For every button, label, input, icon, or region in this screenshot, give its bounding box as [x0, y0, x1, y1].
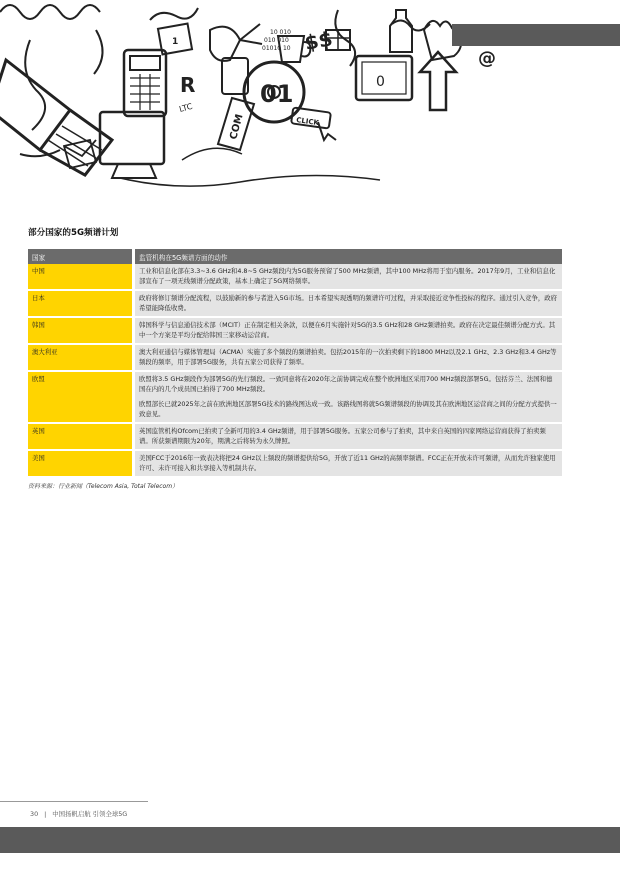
click-text: CLICK — [295, 116, 320, 128]
table-row — [28, 372, 562, 424]
table-row — [28, 424, 562, 451]
table-row — [28, 318, 562, 345]
action-text: 欧盟部长已就2025年之前在欧洲地区部署5G技术的路线图达成一致。该路线图将就5G频谱频段的协调及其在欧洲地区运营商之间的分配方式提供一致意见。 — [139, 400, 557, 418]
action-text: 美国FCC于2016年一致表决将把24 GHz以上频段的频谱提供给5G，开放了近11 GHz的高频率频谱。FCC正在开放未许可频谱，从而允许独家使用许可、未许可接入和共享接入等机制共存。 — [139, 454, 556, 472]
country-cell: 韩国 — [28, 318, 135, 345]
letter-r: R — [180, 73, 196, 97]
actions-cell — [135, 264, 562, 291]
column-header-actions: 监管机构在5G频谱方面的动作 — [135, 249, 562, 264]
table-row — [28, 345, 562, 372]
footer-divider — [0, 801, 148, 802]
page-number: 30 — [30, 810, 39, 818]
actions-cell — [135, 318, 562, 345]
actions-cell — [135, 451, 562, 478]
action-text: 英国监管机构Ofcom已拍卖了全新可用的3.4 GHz频谱，用于部署5G服务。五家公司参与了拍卖，其中来自英国的四家网络运营商获得了拍卖频谱。所获频谱期限为20年，期满之后将转为永久牌照。 — [139, 427, 546, 445]
table-row — [28, 291, 562, 318]
action-text: 欧盟将3.5 GHz频段作为部署5G的先行频段。一致同意将在2020年之前协调完成在整个欧洲地区采用700 MHz频段部署5G。包括芬兰、法国和德国在内的几个成员国已拍得了700 MHz频段。 — [139, 375, 553, 393]
footer-separator: | — [44, 810, 47, 818]
zero-text: 0 — [376, 74, 385, 90]
binary-text-2: 010 010 — [264, 37, 289, 44]
country-cell: 美国 — [28, 451, 135, 478]
ltc-text: LTC — [178, 101, 194, 114]
page-footer — [30, 809, 127, 818]
zero-one-text: 01 — [260, 80, 294, 108]
table-header-row — [28, 249, 562, 264]
sticky-number: 1 — [172, 37, 179, 47]
binary-text-1: 10 010 — [270, 29, 291, 36]
action-text: 工业和信息化部在3.3~3.6 GHz和4.8~5 GHz频段内为5G服务预留了500 MHz频谱，其中100 MHz将用于室内服务。2017年9月，工业和信息化部宣布了一项无线频谱分配政策，基本上确定了5G网络频率。 — [139, 267, 556, 285]
at-symbol: @ — [478, 48, 496, 69]
com-text: COM — [228, 113, 246, 141]
action-text: 韩国科学与信息通信技术部（MCIT）正在制定相关条款，以便在6月实施针对5G的3.5 GHz和28 GHz频谱拍卖。政府在决定最佳频谱分配方式。其中一个方案是平均分配给韩国三家移动运营商。 — [139, 321, 556, 339]
actions-cell — [135, 291, 562, 318]
dollar-text: $$ — [302, 26, 335, 55]
action-text: 澳大利亚通信与媒体管理局（ACMA）实施了多个频段的频谱拍卖。包括2015年的一次拍卖剩下的1800 MHz以及2.1 GHz、2.3 GHz和3.4 GHz等频段的频率，用于部署5G服务，共有五家公司获得了频率。 — [139, 348, 557, 366]
footer-title: 中国扬帆启航 引领全球5G — [52, 810, 128, 818]
actions-cell — [135, 345, 562, 372]
source-note: 资料来源：行业新闻（Telecom Asia, Total Telecom） — [28, 483, 179, 490]
footer-bar — [0, 827, 620, 853]
country-cell: 中国 — [28, 264, 135, 291]
column-header-country: 国家 — [28, 249, 135, 264]
table-row — [28, 451, 562, 478]
actions-cell — [135, 424, 562, 451]
country-cell: 欧盟 — [28, 372, 135, 424]
section-title: 部分国家的5G频谱计划 — [28, 228, 119, 238]
actions-cell — [135, 372, 562, 424]
spectrum-plan-table — [28, 249, 562, 478]
country-cell: 澳大利亚 — [28, 345, 135, 372]
country-cell: 日本 — [28, 291, 135, 318]
action-text: 政府将修订频谱分配流程，以鼓励新的参与者进入5G市场。日本希望实现透明的频谱许可过程，并采取接近竞争性投标的程序。通过引入竞争，政府希望能降低收费。 — [139, 294, 558, 312]
country-cell: 英国 — [28, 424, 135, 451]
header-bar — [452, 24, 620, 46]
binary-text-3: 01010 10 — [262, 45, 291, 52]
table-row — [28, 264, 562, 291]
